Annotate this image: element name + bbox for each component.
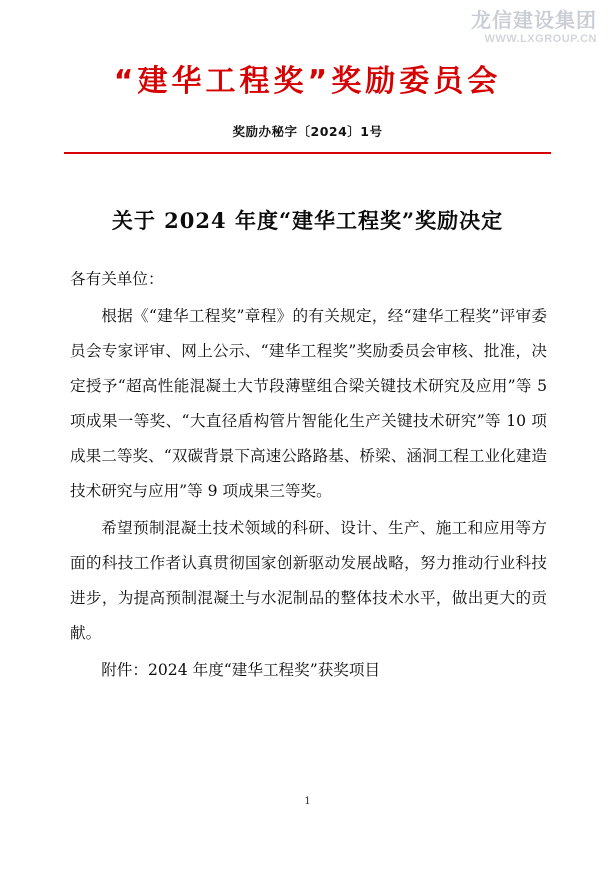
- body-paragraph-1: 根据《“建华工程奖”章程》的有关规定，经“建华工程奖”评审委员会专家评审、网上公示、“建华工程奖”奖励委员会审核、批准，决定授予“超高性能混凝土大节段薄壁组合梁关键技术研究及应用”等 5 项成果一等奖、“大直径盾构管片智能化生产关键技术研究”等 10 项成果二等奖、“双碳背景下高速公路路基、桥梁、涵洞工程工业化建造技术研究与应用”等 9 项成果三等奖。: [70, 307, 547, 500]
- letterhead: [0, 64, 615, 140]
- issuing-organization: “建华工程奖”奖励委员会: [113, 64, 502, 99]
- watermark-company-name: 龙信建设集团: [471, 8, 597, 32]
- body-paragraph-2: 希望预制混凝土技术领域的科研、设计、生产、施工和应用等方面的科技工作者认真贯彻国家创新驱动发展战略，努力推动行业科技进步，为提高预制混凝土与水泥制品的整体技术水平，做出更大的贡献。: [70, 519, 547, 642]
- company-watermark: [471, 10, 597, 46]
- salutation: 各有关单位：: [70, 270, 164, 288]
- document-body: [70, 262, 547, 690]
- document-number: 奖励办秘字〔2024〕1号: [232, 124, 383, 139]
- attachment-line: 附件：2024 年度“建华工程奖”获奖项目: [101, 661, 381, 679]
- page-title: 关于 2024 年度“建华工程奖”奖励决定: [111, 208, 504, 233]
- watermark-url: WWW.LXGROUP.CN: [484, 33, 597, 45]
- letterhead-divider: [64, 152, 551, 154]
- page-number: 1: [304, 796, 311, 807]
